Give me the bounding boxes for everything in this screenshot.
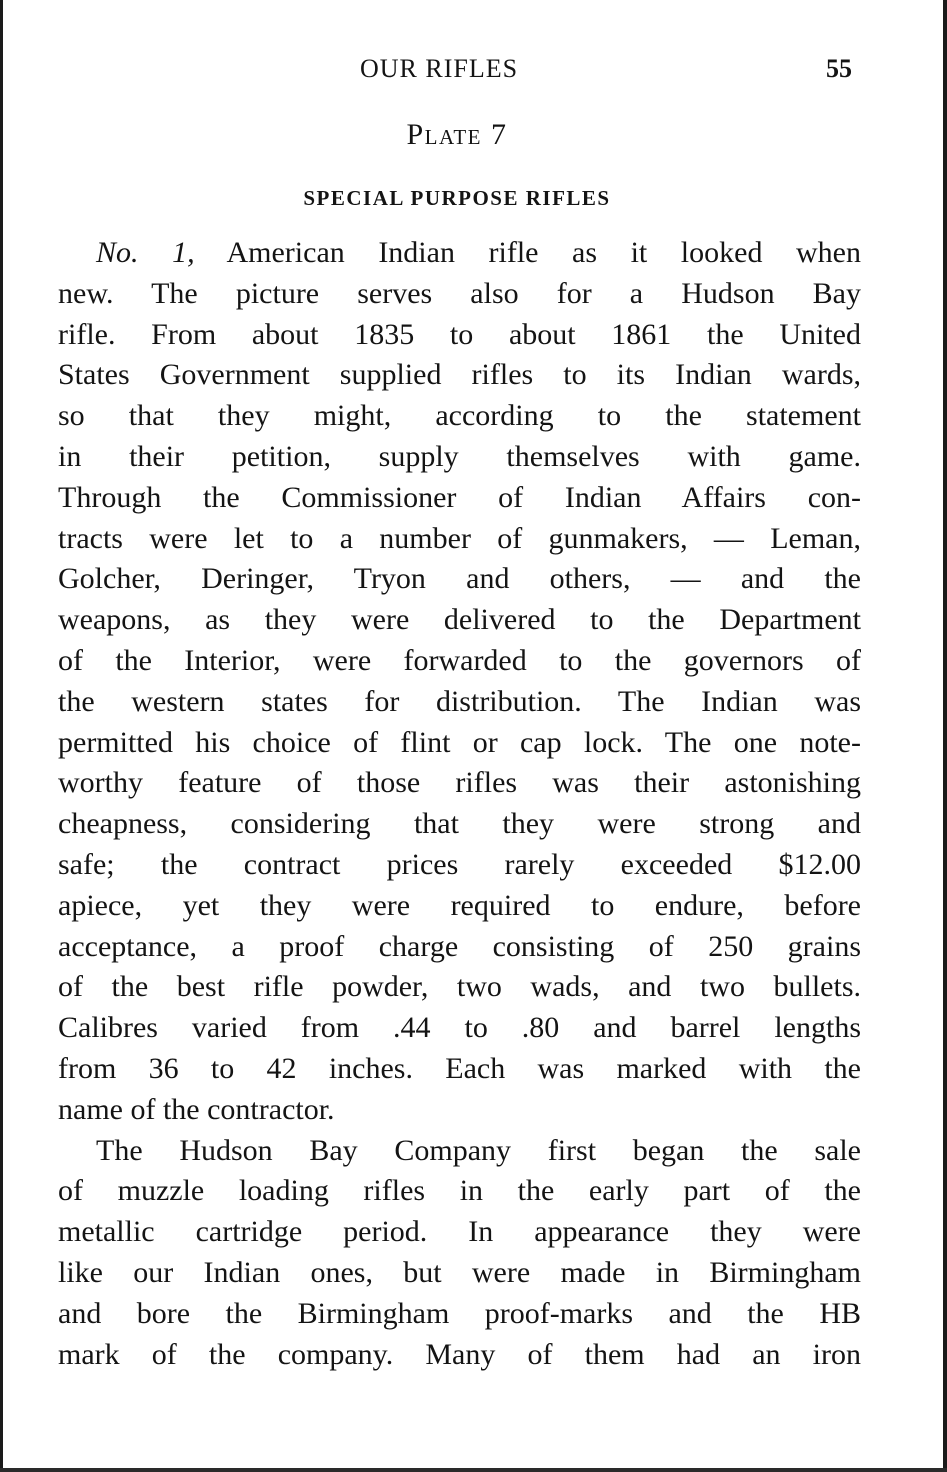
text-line: from 36 to 42 inches. Each was marked with the bbox=[58, 1051, 861, 1085]
scan-edge-bottom bbox=[0, 1468, 947, 1472]
text-line: worthy feature of those rifles was their astonishing bbox=[58, 766, 861, 800]
text-line: and bore the Birmingham proof-marks and the HB bbox=[58, 1296, 861, 1330]
text-line: apiece, yet they were required to endure, before bbox=[58, 888, 861, 922]
text-line: The Hudson Bay Company first began the sale bbox=[96, 1133, 861, 1167]
text-line: States Government supplied rifles to its Indian wards, bbox=[58, 358, 861, 392]
text-line: tracts were let to a number of gunmakers, — Leman, bbox=[58, 521, 861, 555]
text-line: like our Indian ones, but were made in Birmingham bbox=[58, 1255, 861, 1289]
text-line: Through the Commissioner of Indian Affairs con- bbox=[58, 480, 861, 514]
text-line: the western states for distribution. The Indian was bbox=[58, 684, 861, 718]
text-line-content: American Indian rifle as it looked when bbox=[226, 236, 861, 269]
section-title: SPECIAL PURPOSE RIFLES bbox=[303, 186, 611, 210]
text-line: Golcher, Deringer, Tryon and others, — and the bbox=[58, 562, 861, 596]
text-line: new. The picture serves also for a Hudson Bay bbox=[58, 276, 861, 310]
scan-edge-right bbox=[943, 0, 947, 1472]
plate-title: Plate 7 bbox=[406, 118, 508, 151]
paragraph-2 bbox=[58, 1131, 861, 1376]
text-line: weapons, as they were delivered to the Department bbox=[58, 603, 861, 637]
text-line: rifle. From about 1835 to about 1861 the United bbox=[58, 317, 861, 351]
text-line: so that they might, according to the statement bbox=[58, 399, 861, 433]
text-line bbox=[58, 233, 861, 274]
text-line: safe; the contract prices rarely exceeded $12.00 bbox=[58, 847, 861, 881]
text-line: of the best rifle powder, two wads, and two bullets. bbox=[58, 970, 861, 1004]
text-line: mark of the company. Many of them had an iron bbox=[58, 1337, 861, 1371]
text-line: of the Interior, were forwarded to the governors of bbox=[58, 643, 861, 677]
text-line: Calibres varied from .44 to .80 and barrel lengths bbox=[58, 1011, 861, 1045]
scan-edge-left bbox=[0, 0, 3, 1472]
running-head: OUR RIFLES bbox=[360, 54, 519, 83]
text-line: name of the contractor. bbox=[58, 1092, 335, 1126]
paragraph-1 bbox=[58, 233, 861, 1131]
item-label: No. 1, bbox=[96, 236, 195, 269]
text-line: cheapness, considering that they were strong and bbox=[58, 807, 861, 841]
text-line: metallic cartridge period. In appearance they were bbox=[58, 1215, 861, 1249]
body-text bbox=[58, 233, 861, 1375]
text-line: permitted his choice of flint or cap lock. The one note- bbox=[58, 725, 861, 759]
text-line: acceptance, a proof charge consisting of 250 grains bbox=[58, 929, 861, 963]
page-number: 55 bbox=[826, 54, 852, 83]
text-line: in their petition, supply themselves with game. bbox=[58, 439, 861, 473]
text-line: of muzzle loading rifles in the early part of the bbox=[58, 1174, 861, 1208]
